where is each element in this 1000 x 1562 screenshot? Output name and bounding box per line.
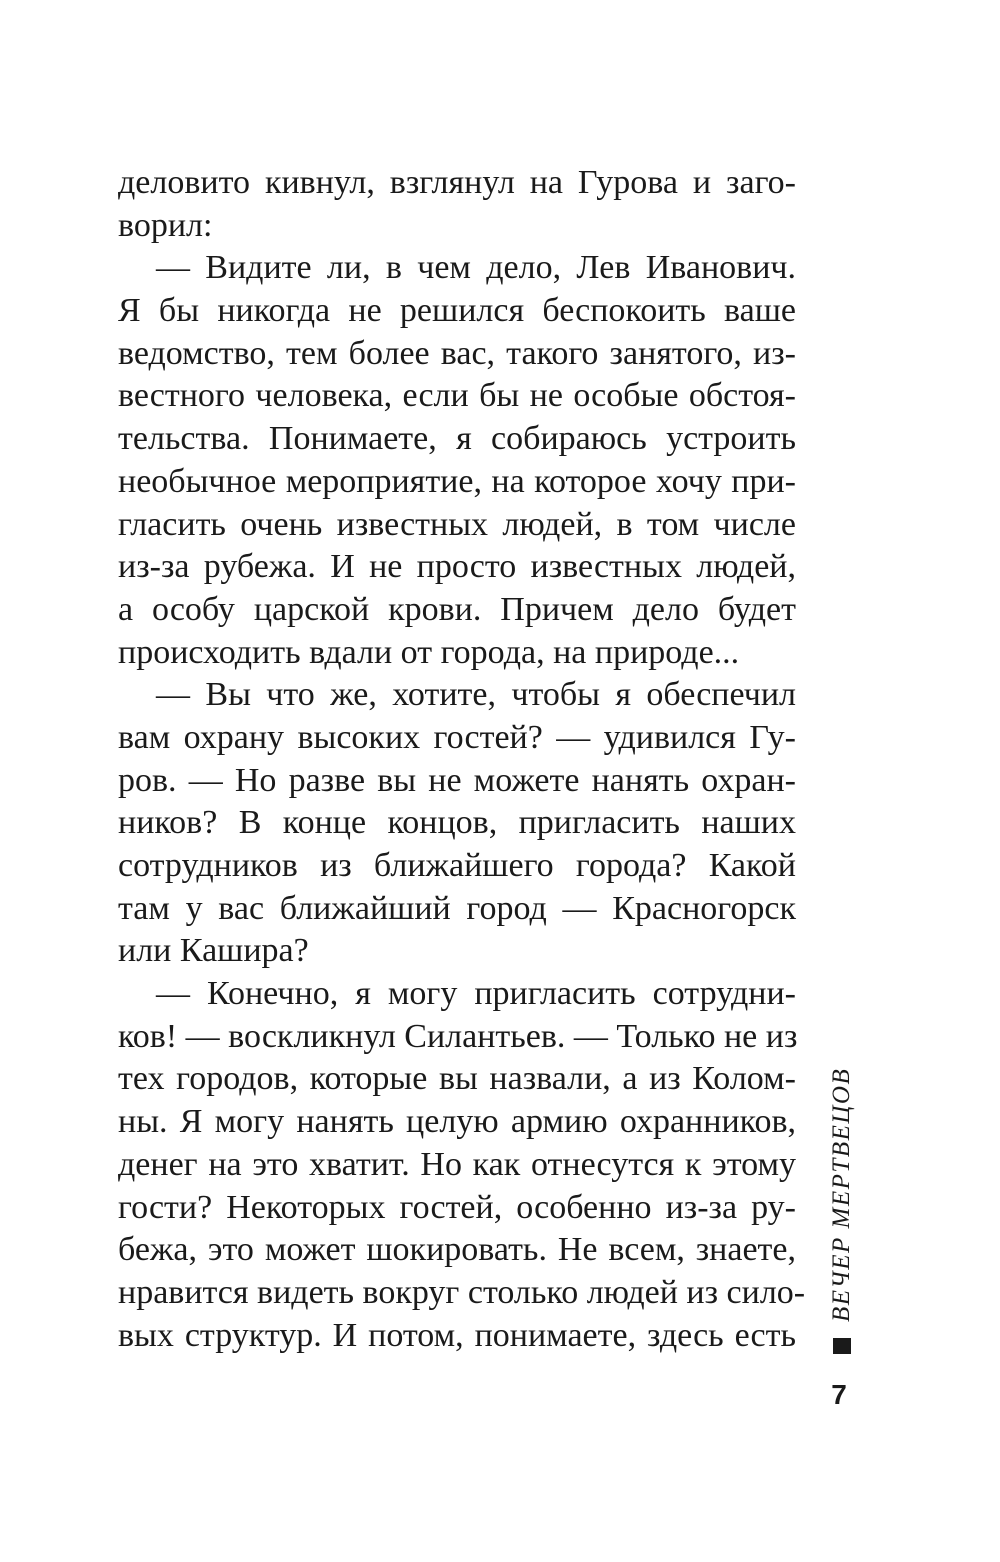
text-line: происходить вдали от города, на природе... [118, 633, 740, 671]
text-line: вам охрану высоких гостей? — удивился Гу- [118, 718, 796, 756]
text-line: из-за рубежа. И не просто известных людей, [118, 548, 796, 586]
text-line: ведомство, тем более вас, такого занятого, из- [118, 334, 796, 372]
text-line: гости? Некоторых гостей, особенно из-за ру- [118, 1188, 796, 1226]
page-number: 7 [831, 1379, 847, 1410]
text-line: денег на это хватит. Но как отнесутся к этому [118, 1145, 796, 1183]
text-line: ников? В конце концов, пригласить наших [118, 804, 796, 842]
text-line: там у вас ближайший город — Красногорск [118, 889, 796, 927]
text-line: вых структур. И потом, понимаете, здесь есть [118, 1316, 796, 1354]
text-line: а особу царской крови. Причем дело будет [118, 590, 796, 628]
running-header [823, 1064, 861, 1354]
text-line: или Кашира? [118, 932, 309, 970]
running-title: ВЕЧЕР МЕРТВЕЦОВ [828, 1067, 855, 1322]
text-line: нравится видеть вокруг столько людей из сило- [118, 1273, 806, 1311]
text-line: тех городов, которые вы назвали, а из Колом- [118, 1060, 796, 1098]
paragraph-start-line: — Вы что же, хотите, чтобы я обеспечил [156, 676, 796, 714]
text-line: деловито кивнул, взглянул на Гурова и заго- [118, 164, 796, 201]
text-line: гласить очень известных людей, в том числе [118, 505, 796, 543]
text-line: ков! — воскликнул Силантьев. — Только не из [118, 1017, 798, 1055]
text-line: Я бы никогда не решился беспокоить ваше [118, 292, 796, 330]
text-line: ров. — Но разве вы не можете нанять охран- [118, 761, 796, 799]
text-line: вестного человека, если бы не особые обстоя- [118, 377, 796, 415]
body-text [118, 162, 806, 1357]
paragraph-start-line: — Видите ли, в чем дело, Лев Иванович. [156, 249, 796, 287]
paragraph-start-line: — Конечно, я могу пригласить сотрудни- [156, 975, 796, 1013]
text-line: ны. Я могу нанять целую армию охранников, [118, 1103, 796, 1141]
text-line: тельства. Понимаете, я собираюсь устроить [118, 420, 796, 458]
text-line: ворил: [118, 206, 213, 244]
text-line: необычное мероприятие, на которое хочу при- [118, 462, 796, 500]
text-line: сотрудников из ближайшего города? Какой [118, 847, 796, 884]
text-line: бежа, это может шокировать. Не всем, знаете, [118, 1231, 796, 1269]
square-bullet-icon [833, 1338, 851, 1354]
